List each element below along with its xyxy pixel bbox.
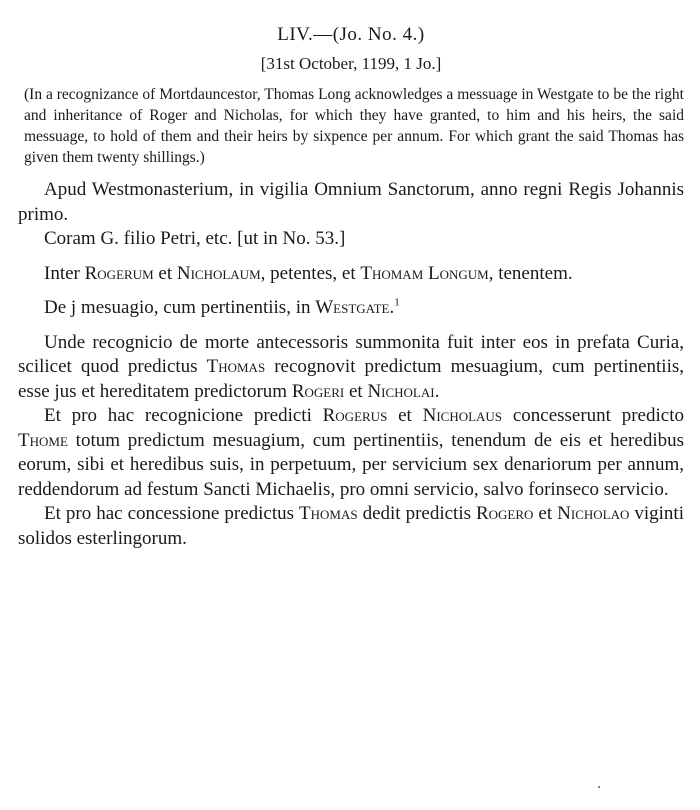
- party-name: Thomam Longum: [360, 262, 489, 284]
- paragraph-grant: Et pro hac recognicione predicti Rogerus et Nicholaus concesserunt predicto Thome totum predictum mesuagium, cum pertinentiis, tenendum de eis et heredibus eorum, sibi et heredibus suis, in perpetuum, per servicium sex denariorum per annum, reddendorum ad festum Sancti Michaelis, pro omni servicio, salvo forinseco servicio.: [18, 405, 684, 500]
- party-name: Nicholai: [367, 380, 435, 402]
- footnote-marker: 1: [394, 296, 400, 309]
- paragraph-place-date: Apud Westmonasterium, in vigilia Omnium Sanctorum, anno regni Regis Johannis primo.: [18, 179, 684, 225]
- party-name: Nicholaus: [422, 405, 503, 426]
- paragraph-parties: Inter Rogerum et Nicholaum, petentes, et Thomam Longum, tenentem.: [44, 262, 573, 284]
- party-name: Rogero: [475, 503, 534, 524]
- party-name: Thomas: [299, 503, 358, 524]
- paragraph-justices: Coram G. filio Petri, etc. [ut in No. 53.]: [44, 228, 346, 249]
- scan-speck: [598, 786, 600, 788]
- party-name: Thome: [18, 429, 68, 451]
- party-name: Rogeri: [291, 380, 345, 402]
- paragraph-recognition: Unde recognicio de morte antecessoris summonita fuit inter eos in prefata Curia, scilicet quod predictus Thomas recognovit predictum mesuagium, cum pertinentiis, esse jus et hereditatem predictorum Rogeri et Nicholai.: [18, 331, 684, 402]
- paragraph-property: De j mesuagio, cum pertinentiis, in Westgate.$^1$: [44, 296, 400, 318]
- document-heading: LIV.—(Jo. No. 4.): [277, 24, 425, 45]
- party-name: Rogerus: [322, 405, 388, 426]
- party-name: Nicholaum: [176, 262, 261, 284]
- document-page: [0, 20, 700, 810]
- paragraph-payment: Et pro hac concessione predictus Thomas dedit predictis Rogero et Nicholao viginti solidos esterlingorum.: [18, 503, 684, 549]
- document-dateline: [31st October, 1199, 1 Jo.]: [260, 54, 442, 73]
- party-name: Thomas: [206, 356, 266, 377]
- english-summary: (In a recognizance of Mortdauncestor, Thomas Long acknowledges a messuage in Westgate to be the right and inheritance of Roger and Nicholas, for which they have granted, to him and his heirs, the said messuage, to hold of them and their heirs by sixpence per annum. For which grant the said Thomas has given them twenty shillings.): [24, 86, 684, 166]
- place-name: Westgate: [315, 297, 390, 318]
- party-name: Rogerum: [84, 262, 154, 284]
- party-name: Nicholao: [557, 503, 630, 524]
- latin-text: [18, 178, 684, 551]
